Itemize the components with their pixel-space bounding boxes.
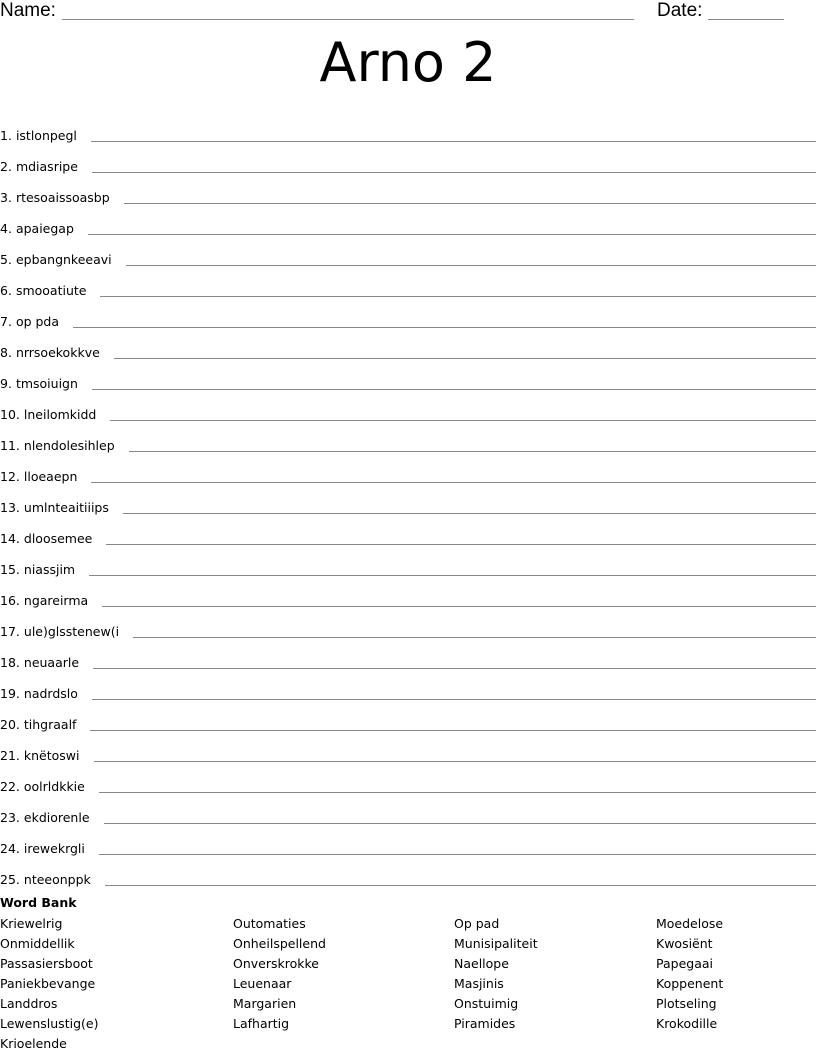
scramble-row: [0, 236, 816, 267]
scramble-number: 24.: [0, 841, 20, 856]
scramble-row: [0, 732, 816, 763]
scramble-row: [0, 143, 816, 174]
word-bank-word: Masjinis: [454, 976, 504, 991]
word-bank-word: Kwosiënt: [656, 936, 713, 951]
word-bank-word: Piramides: [454, 1016, 516, 1031]
word-bank-word: Landdros: [0, 996, 58, 1011]
answer-line[interactable]: [124, 202, 816, 204]
word-bank-word: Op pad: [454, 916, 500, 931]
scrambled-word: dloosemee: [23, 531, 93, 546]
scramble-row: [0, 174, 816, 205]
answer-line[interactable]: [105, 884, 816, 886]
word-bank-title: Word Bank: [0, 895, 77, 910]
scramble-number: 2.: [0, 159, 12, 174]
word-bank-word: Moedelose: [656, 916, 724, 931]
answer-line[interactable]: [90, 729, 816, 731]
answer-line[interactable]: [91, 140, 816, 142]
word-bank-word: Koppenent: [656, 976, 724, 991]
answer-line[interactable]: [104, 822, 816, 824]
word-bank-word: Outomaties: [233, 916, 306, 931]
scramble-number: 22.: [0, 779, 20, 794]
answer-line[interactable]: [129, 450, 816, 452]
answer-line[interactable]: [91, 481, 816, 483]
word-bank-word: Munisipaliteit: [454, 936, 538, 951]
word-bank-word: Margarien: [233, 996, 297, 1011]
scramble-number: 7.: [0, 314, 12, 329]
word-bank-word: Lewenslustig(e): [0, 1016, 99, 1031]
scrambled-word: rtesoaissoasbp: [15, 190, 110, 205]
scrambled-word: oolrldkkie: [23, 779, 85, 794]
answer-line[interactable]: [92, 388, 816, 390]
scrambled-word: tmsoiuign: [15, 376, 78, 391]
worksheet-header: [0, 0, 816, 24]
answer-line[interactable]: [99, 853, 816, 855]
scrambled-word: epbangnkeeavi: [15, 252, 112, 267]
scramble-number: 1.: [0, 128, 12, 143]
word-bank-word: Onmiddellik: [0, 936, 75, 951]
answer-line[interactable]: [123, 512, 816, 514]
scrambled-word: nlendolesihlep: [23, 438, 115, 453]
scrambled-word: lneilomkidd: [23, 407, 97, 422]
answer-line[interactable]: [92, 698, 816, 700]
scramble-number: 6.: [0, 283, 12, 298]
scramble-list: [0, 112, 816, 887]
scramble-row: [0, 329, 816, 360]
name-label: Name:: [0, 0, 56, 21]
scramble-number: 21.: [0, 748, 20, 763]
word-bank-column: [656, 914, 723, 1034]
scrambled-word: lloeaepn: [23, 469, 78, 484]
scramble-row: [0, 577, 816, 608]
scramble-row: [0, 298, 816, 329]
scrambled-word: knëtoswi: [23, 748, 80, 763]
scramble-row: [0, 670, 816, 701]
scramble-number: 11.: [0, 438, 20, 453]
answer-line[interactable]: [106, 543, 816, 545]
word-bank-word: Krokodille: [656, 1016, 718, 1031]
scrambled-word: nteeonppk: [23, 872, 91, 887]
word-bank-word: Papegaai: [656, 956, 713, 971]
scrambled-word: ngareirma: [23, 593, 89, 608]
answer-line[interactable]: [93, 667, 816, 669]
scramble-row: [0, 391, 816, 422]
scramble-row: [0, 205, 816, 236]
scrambled-word: nrrsoekokkve: [15, 345, 100, 360]
word-bank-column: [0, 914, 98, 1054]
scramble-row: [0, 515, 816, 546]
word-bank-word: Onverskrokke: [233, 956, 319, 971]
scramble-number: 16.: [0, 593, 20, 608]
word-bank-word: Paniekbevange: [0, 976, 96, 991]
date-field[interactable]: [708, 19, 784, 20]
scramble-row: [0, 825, 816, 856]
word-bank-word: Onstuimig: [454, 996, 519, 1011]
word-bank-column: [233, 914, 326, 1034]
scramble-number: 8.: [0, 345, 12, 360]
scramble-row: [0, 794, 816, 825]
scrambled-word: op pda: [15, 314, 60, 329]
scrambled-word: tihgraalf: [23, 717, 77, 732]
scramble-number: 10.: [0, 407, 20, 422]
answer-line[interactable]: [94, 760, 816, 762]
scrambled-word: mdiasripe: [15, 159, 78, 174]
answer-line[interactable]: [114, 357, 816, 359]
scrambled-word: irewekrgli: [23, 841, 85, 856]
scramble-row: [0, 422, 816, 453]
scrambled-word: ule)glsstenew(i: [23, 624, 120, 639]
scramble-row: [0, 112, 816, 143]
scramble-row: [0, 701, 816, 732]
scramble-number: 23.: [0, 810, 20, 825]
answer-line[interactable]: [133, 636, 816, 638]
answer-line[interactable]: [99, 791, 816, 793]
scramble-row: [0, 453, 816, 484]
scramble-number: 15.: [0, 562, 20, 577]
word-bank-column: [454, 914, 538, 1034]
scramble-row: [0, 856, 816, 887]
scrambled-word: smooatiute: [15, 283, 87, 298]
scrambled-word: apaiegap: [15, 221, 74, 236]
scrambled-word: ekdiorenle: [23, 810, 90, 825]
word-bank-word: Naellope: [454, 956, 509, 971]
answer-line[interactable]: [89, 574, 816, 576]
scramble-row: [0, 267, 816, 298]
scramble-row: [0, 639, 816, 670]
date-label: Date:: [657, 0, 703, 21]
scramble-number: 20.: [0, 717, 20, 732]
word-bank-word: Krioelende: [0, 1036, 67, 1051]
answer-line[interactable]: [92, 171, 816, 173]
word-bank-word: Plotseling: [656, 996, 717, 1011]
answer-line[interactable]: [100, 295, 816, 297]
name-field[interactable]: [62, 19, 634, 20]
answer-line[interactable]: [126, 264, 816, 266]
scramble-number: 5.: [0, 252, 12, 267]
scramble-number: 9.: [0, 376, 12, 391]
word-bank-word: Kriewelrig: [0, 916, 63, 931]
scrambled-word: neuaarle: [23, 655, 80, 670]
word-bank-word: Onheilspellend: [233, 936, 326, 951]
word-bank-grid: [0, 914, 816, 1054]
scramble-row: [0, 546, 816, 577]
scrambled-word: umlnteaitiiips: [23, 500, 109, 515]
word-bank: [0, 894, 816, 1054]
scramble-number: 14.: [0, 531, 20, 546]
page-title: Arno 2: [319, 31, 497, 94]
answer-line[interactable]: [73, 326, 816, 328]
scrambled-word: nadrdslo: [23, 686, 78, 701]
scramble-row: [0, 360, 816, 391]
scrambled-word: istlonpegl: [15, 128, 77, 143]
scramble-number: 17.: [0, 624, 20, 639]
answer-line[interactable]: [88, 233, 816, 235]
scramble-number: 3.: [0, 190, 12, 205]
word-bank-word: Lafhartig: [233, 1016, 290, 1031]
word-bank-word: Leuenaar: [233, 976, 292, 991]
scramble-number: 12.: [0, 469, 20, 484]
scramble-row: [0, 608, 816, 639]
answer-line[interactable]: [110, 419, 816, 421]
scrambled-word: niassjim: [23, 562, 76, 577]
scramble-row: [0, 763, 816, 794]
scramble-number: 18.: [0, 655, 20, 670]
scramble-number: 13.: [0, 500, 20, 515]
scramble-row: [0, 484, 816, 515]
answer-line[interactable]: [102, 605, 816, 607]
word-bank-word: Passasiersboot: [0, 956, 93, 971]
scramble-number: 25.: [0, 872, 20, 887]
scramble-number: 19.: [0, 686, 20, 701]
scramble-number: 4.: [0, 221, 12, 236]
